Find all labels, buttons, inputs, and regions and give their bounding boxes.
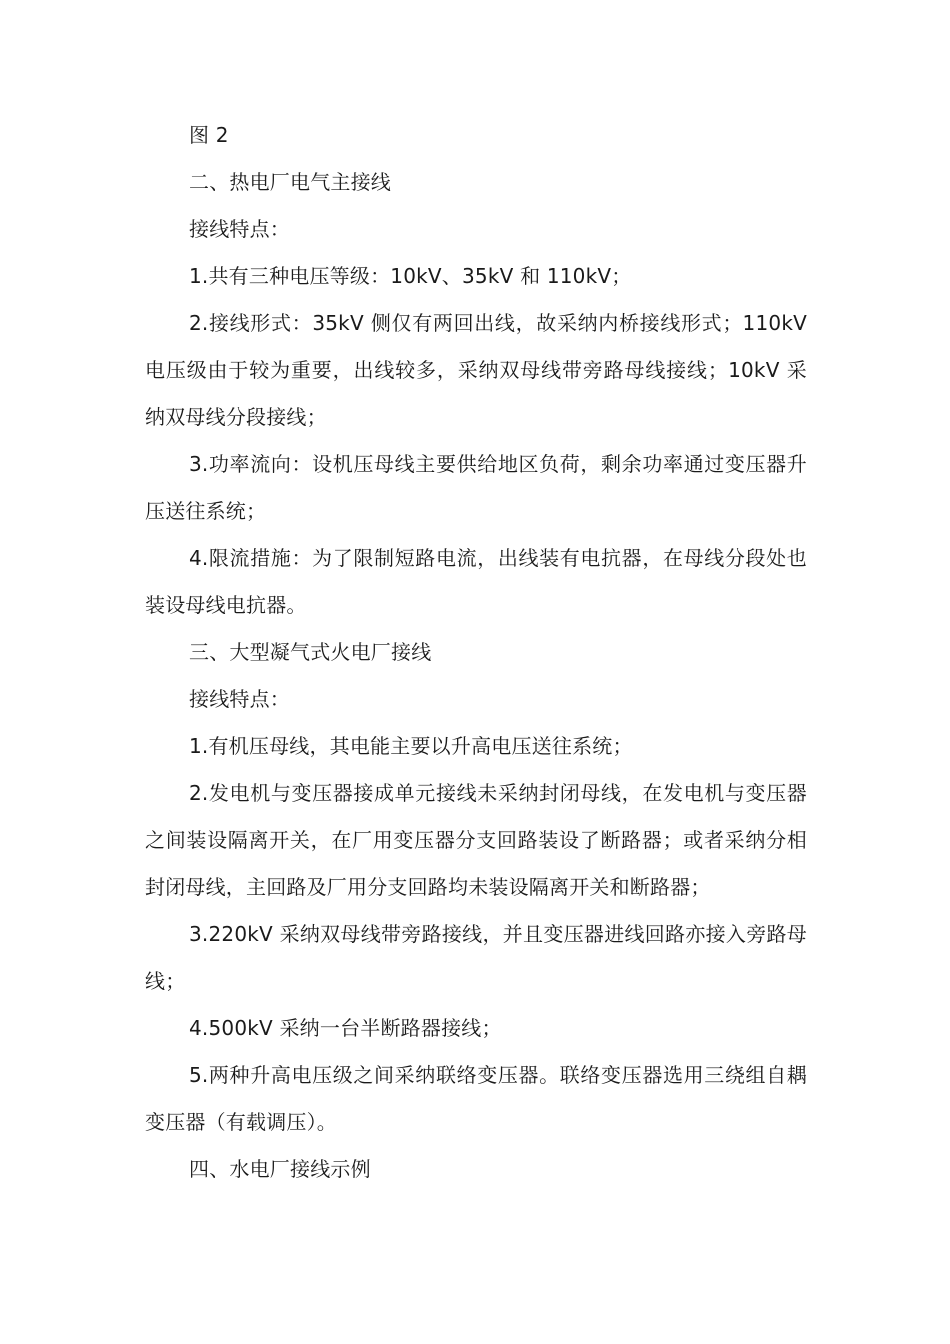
paragraph: 接线特点： bbox=[189, 687, 290, 711]
list-item: 2.接线形式：35kV 侧仅有两回出线，故采纳内桥接线形式；110kV 电压级由于较为重要，出线较多，采纳双母线带旁路母线接线；10kV 采纳双母线分段接线； bbox=[145, 311, 807, 429]
list-item: 1.有机压母线，其电能主要以升高电压送往系统； bbox=[189, 734, 633, 758]
list-item: 4.限流措施：为了限制短路电流，出线装有电抗器，在母线分段处也装设母线电抗器。 bbox=[145, 546, 807, 617]
figure-caption: 图 2 bbox=[189, 123, 229, 147]
section-heading-3: 三、大型凝气式火电厂接线 bbox=[189, 640, 432, 664]
document-body bbox=[145, 112, 807, 1193]
list-item: 2.发电机与变压器接成单元接线未采纳封闭母线，在发电机与变压器之间装设隔离开关，在厂用变压器分支回路装设了断路器；或者采纳分相封闭母线，主回路及厂用分支回路均未装设隔离开关和断路器； bbox=[145, 781, 807, 899]
list-item: 4.500kV 采纳一台半断路器接线； bbox=[189, 1016, 502, 1040]
section-heading-4: 四、水电厂接线示例 bbox=[189, 1157, 371, 1181]
list-item: 1.共有三种电压等级：10kV、35kV 和 110kV； bbox=[189, 264, 632, 288]
list-item: 3.220kV 采纳双母线带旁路接线，并且变压器进线回路亦接入旁路母线； bbox=[145, 922, 807, 993]
list-item: 3.功率流向：设机压母线主要供给地区负荷，剩余功率通过变压器升压送往系统； bbox=[145, 452, 807, 523]
section-heading-2: 二、热电厂电气主接线 bbox=[189, 170, 391, 194]
paragraph: 接线特点： bbox=[189, 217, 290, 241]
list-item: 5.两种升高电压级之间采纳联络变压器。联络变压器选用三绕组自耦变压器（有载调压）。 bbox=[145, 1063, 807, 1134]
